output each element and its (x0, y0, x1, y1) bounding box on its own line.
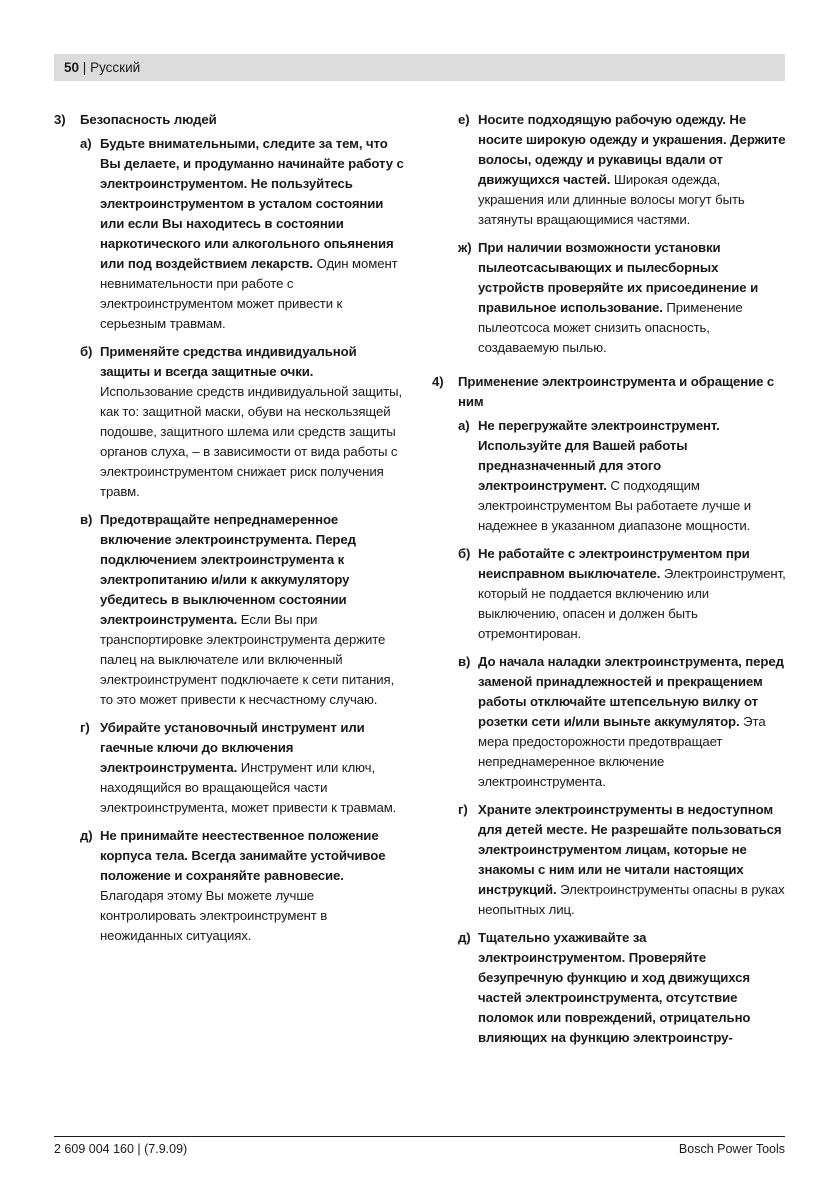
section-title: Безопасность людей (80, 112, 217, 127)
item-bold-text: Применяйте средства индивидуальной защиты и всегда защитные очки. (100, 344, 357, 379)
section-title: Применение электроинструмента и обращение с ним (458, 374, 775, 409)
item-text: Применение пылеотсоса может снизить опасность, создаваемую пылью. (478, 300, 743, 355)
list-item (458, 416, 786, 536)
item-text: Широкая одежда, украшения или длинные волосы могут быть затянуты вращающимися частями. (478, 172, 745, 227)
footer-divider (54, 1136, 785, 1137)
item-label: а) (80, 136, 92, 151)
item-label: д) (458, 930, 471, 945)
list-item (80, 134, 406, 334)
item-bold-text: Не перегружайте электроинструмент. Используйте для Вашей работы предназначенный для этого электроинструмент. (478, 418, 720, 493)
item-bold-text: Тщательно ухаживайте за электроинструментом. Проверяйте безупречную функцию и ход движущихся частей электроинструмента, отсутствие поломок или повреждений, отрицательно влияющих на функцию электроинстру- (478, 930, 751, 1045)
page-number: 50 (64, 60, 80, 75)
item-bold-text: Убирайте установочный инструмент или гаечные ключи до включения электроинструмента. (100, 720, 365, 775)
section-heading (432, 372, 786, 412)
item-label: ж) (458, 240, 472, 255)
item-label: г) (458, 802, 468, 817)
list-item (458, 110, 786, 230)
footer-document-number: 2 609 004 160 | (7.9.09) (54, 1142, 188, 1156)
item-label: в) (80, 512, 93, 527)
list-item (80, 342, 406, 502)
list-item (80, 510, 406, 710)
item-bold-text: Носите подходящую рабочую одежду. Не носите широкую одежду и украшения. Держите волосы, одежду и рукавицы вдали от движущихся частей. (478, 112, 786, 187)
item-bold-text: Предотвращайте непреднамеренное включение электроинструмента. Перед подключением электроинструмента к электропитанию и/или к аккумулятору убедитесь в выключенном состоянии электроинструмента. (100, 512, 356, 627)
item-label: е) (458, 112, 470, 127)
section-number: 3) (54, 112, 66, 127)
left-column (54, 110, 406, 954)
item-bold-text: До начала наладки электроинструмента, перед заменой принадлежностей и прекращением работы отключайте штепсельную вилку от розетки сети и/или выньте аккумулятор. (478, 654, 784, 729)
footer-brand: Bosch Power Tools (678, 1142, 785, 1156)
item-bold-text: Не работайте с электроинструментом при неисправном выключателе. (478, 546, 750, 581)
right-column (432, 110, 786, 1056)
item-text: Один момент невнимательности при работе с электроинструментом может привести к серьезным травмам. (100, 256, 398, 331)
item-bold-text: При наличии возможности установки пылеотсасывающих и пылесборных устройств проверяйте их присоединение и правильное использование. (478, 240, 759, 315)
item-text: Использование средств индивидуальной защиты, как то: защитной маски, обуви на нескользящей подошве, защитного шлема или средств защиты органов слуха, – в зависимости от вида работы с электроинструментом снижает риск получения травм. (100, 384, 403, 499)
section-number: 4) (432, 374, 444, 389)
header-language: Русский (90, 60, 141, 75)
item-text: Благодаря этому Вы можете лучше контролировать электроинструмент в неожиданных ситуациях. (100, 888, 328, 943)
item-text: Эта мера предосторожности предотвращает непреднамеренное включение электроинструмента. (478, 714, 766, 789)
item-text: С подходящим электроинструментом Вы работаете лучше и надежнее в указанном диапазоне мощности. (478, 478, 751, 533)
list-item (458, 652, 786, 792)
list-item (458, 238, 786, 358)
item-label: б) (458, 546, 471, 561)
item-text: Инструмент или ключ, находящийся во вращающейся части электроинструмента, может привести к травмам. (100, 760, 397, 815)
item-bold-text: Храните электроинструменты в недоступном для детей месте. Не разрешайте пользоваться электроинструментом лицам, которые не знакомы с ним или не читали настоящих инструкций. (478, 802, 782, 897)
item-label: а) (458, 418, 470, 433)
item-text: Электроинструмент, который не поддается включению или выключению, опасен и должен быть отремонтирован. (478, 566, 786, 641)
section-heading (54, 110, 406, 130)
item-label: г) (80, 720, 90, 735)
header-separator: | (82, 60, 87, 75)
list-item (458, 928, 786, 1048)
list-item (458, 544, 786, 644)
item-label: б) (80, 344, 93, 359)
item-text: Электроинструменты опасны в руках неопытных лиц. (478, 882, 785, 917)
page-header (54, 54, 785, 81)
item-bold-text: Не принимайте неестественное положение корпуса тела. Всегда занимайте устойчивое положение и сохраняйте равновесие. (100, 828, 386, 883)
list-item (80, 718, 406, 818)
list-item (80, 826, 406, 946)
item-label: д) (80, 828, 93, 843)
list-item (458, 800, 786, 920)
item-bold-text: Будьте внимательными, следите за тем, что Вы делаете, и продуманно начинайте работу с электроинструментом. Не пользуйтесь электроинструментом в усталом состоянии или если Вы находитесь в состоянии наркотического или алкогольного опьянения или под воздействием лекарств. (100, 136, 404, 271)
item-text: Если Вы при транспортировке электроинструмента держите палец на выключателе или включенный электроинструмент подключаете к сети питания, то это может привести к несчастному случаю. (100, 612, 395, 707)
item-label: в) (458, 654, 471, 669)
